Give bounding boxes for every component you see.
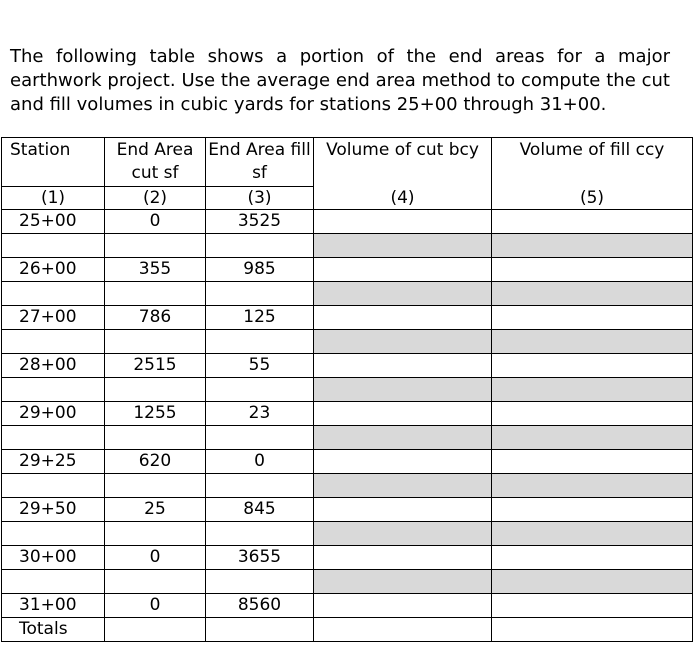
column-number: (5) [492, 187, 693, 210]
end-area-cut-cell: 0 [105, 546, 206, 570]
header-volume-fill: Volume of fill ccy [492, 138, 693, 187]
blank-cell [2, 282, 105, 306]
station-cell: 29+50 [2, 498, 105, 522]
station-cell: 27+00 [2, 306, 105, 330]
volume-fill-cell[interactable] [492, 210, 693, 234]
volume-cut-cell[interactable] [314, 306, 492, 330]
blank-cell [2, 570, 105, 594]
volume-cut-cell[interactable] [314, 258, 492, 282]
volume-fill-input[interactable] [492, 570, 693, 594]
volume-fill-input[interactable] [492, 474, 693, 498]
volume-fill-cell[interactable] [492, 594, 693, 618]
volume-fill-cell[interactable] [492, 450, 693, 474]
header-row [2, 138, 693, 187]
end-area-fill-cell: 8560 [206, 594, 314, 618]
blank-cell [206, 570, 314, 594]
station-row [2, 258, 693, 282]
volume-cut-input[interactable] [314, 426, 492, 450]
blank-cell [206, 234, 314, 258]
blank-cell [2, 234, 105, 258]
volume-fill-input[interactable] [492, 330, 693, 354]
end-area-cut-cell: 0 [105, 594, 206, 618]
blank-cell [105, 570, 206, 594]
totals-label: Totals [2, 618, 105, 642]
station-cell: 30+00 [2, 546, 105, 570]
end-area-fill-cell: 125 [206, 306, 314, 330]
problem-statement: The following table shows a portion of the end areas for a major earthwork project. Use the average end area method to compute the cut and fill volumes in cubic yards for stations 25+00 through 31+00. [10, 46, 670, 115]
volume-cut-cell[interactable] [314, 450, 492, 474]
volume-cut-cell[interactable] [314, 498, 492, 522]
volume-fill-input[interactable] [492, 426, 693, 450]
totals-volume-cut[interactable] [314, 618, 492, 642]
volume-fill-cell[interactable] [492, 258, 693, 282]
totals-volume-fill[interactable] [492, 618, 693, 642]
column-number-row [2, 187, 693, 210]
header-end-area-fill: End Area fill sf [206, 138, 314, 187]
volume-cut-input[interactable] [314, 522, 492, 546]
volume-fill-cell[interactable] [492, 402, 693, 426]
volume-fill-input[interactable] [492, 378, 693, 402]
station-row [2, 594, 693, 618]
volume-cut-cell[interactable] [314, 354, 492, 378]
volume-row [2, 426, 693, 450]
totals-cut-area [105, 618, 206, 642]
end-area-fill-cell: 23 [206, 402, 314, 426]
end-area-fill-cell: 845 [206, 498, 314, 522]
blank-cell [105, 234, 206, 258]
station-row [2, 450, 693, 474]
end-area-cut-cell: 25 [105, 498, 206, 522]
end-area-fill-cell: 55 [206, 354, 314, 378]
volume-fill-cell[interactable] [492, 546, 693, 570]
volume-cut-cell[interactable] [314, 546, 492, 570]
volume-cut-input[interactable] [314, 570, 492, 594]
blank-cell [206, 378, 314, 402]
end-area-fill-cell: 3655 [206, 546, 314, 570]
header-station: Station [2, 138, 105, 187]
blank-cell [206, 426, 314, 450]
volume-cut-cell[interactable] [314, 210, 492, 234]
column-number: (3) [206, 187, 314, 210]
station-cell: 25+00 [2, 210, 105, 234]
blank-cell [2, 474, 105, 498]
end-area-cut-cell: 786 [105, 306, 206, 330]
station-row [2, 210, 693, 234]
volume-row [2, 570, 693, 594]
volume-fill-cell[interactable] [492, 498, 693, 522]
blank-cell [105, 426, 206, 450]
volume-cut-cell[interactable] [314, 402, 492, 426]
blank-cell [2, 426, 105, 450]
end-area-cut-cell: 2515 [105, 354, 206, 378]
volume-row [2, 474, 693, 498]
blank-cell [2, 522, 105, 546]
column-number: (4) [314, 187, 492, 210]
end-area-fill-cell: 0 [206, 450, 314, 474]
end-area-cut-cell: 0 [105, 210, 206, 234]
volume-fill-input[interactable] [492, 522, 693, 546]
station-cell: 28+00 [2, 354, 105, 378]
blank-cell [105, 330, 206, 354]
station-cell: 29+00 [2, 402, 105, 426]
volume-cut-input[interactable] [314, 474, 492, 498]
blank-cell [105, 282, 206, 306]
end-area-cut-cell: 620 [105, 450, 206, 474]
station-row [2, 546, 693, 570]
volume-fill-cell[interactable] [492, 354, 693, 378]
blank-cell [105, 522, 206, 546]
totals-row [2, 618, 693, 642]
blank-cell [105, 474, 206, 498]
earthwork-table [1, 137, 693, 642]
blank-cell [206, 474, 314, 498]
station-row [2, 354, 693, 378]
station-cell: 31+00 [2, 594, 105, 618]
blank-cell [2, 378, 105, 402]
totals-fill-area [206, 618, 314, 642]
end-area-cut-cell: 355 [105, 258, 206, 282]
station-cell: 29+25 [2, 450, 105, 474]
station-row [2, 498, 693, 522]
volume-row [2, 522, 693, 546]
volume-row [2, 378, 693, 402]
blank-cell [206, 330, 314, 354]
volume-cut-cell[interactable] [314, 594, 492, 618]
blank-cell [206, 522, 314, 546]
blank-cell [105, 378, 206, 402]
end-area-fill-cell: 3525 [206, 210, 314, 234]
column-number: (1) [2, 187, 105, 210]
end-area-fill-cell: 985 [206, 258, 314, 282]
volume-row [2, 282, 693, 306]
volume-fill-input[interactable] [492, 234, 693, 258]
blank-cell [206, 282, 314, 306]
blank-cell [2, 330, 105, 354]
volume-cut-input[interactable] [314, 282, 492, 306]
volume-cut-input[interactable] [314, 234, 492, 258]
column-number: (2) [105, 187, 206, 210]
header-volume-cut: Volume of cut bcy [314, 138, 492, 187]
volume-fill-input[interactable] [492, 282, 693, 306]
volume-cut-input[interactable] [314, 378, 492, 402]
volume-fill-cell[interactable] [492, 306, 693, 330]
volume-row [2, 330, 693, 354]
volume-cut-input[interactable] [314, 330, 492, 354]
station-row [2, 402, 693, 426]
header-end-area-cut: End Area cut sf [105, 138, 206, 187]
station-cell: 26+00 [2, 258, 105, 282]
station-row [2, 306, 693, 330]
end-area-cut-cell: 1255 [105, 402, 206, 426]
volume-row [2, 234, 693, 258]
